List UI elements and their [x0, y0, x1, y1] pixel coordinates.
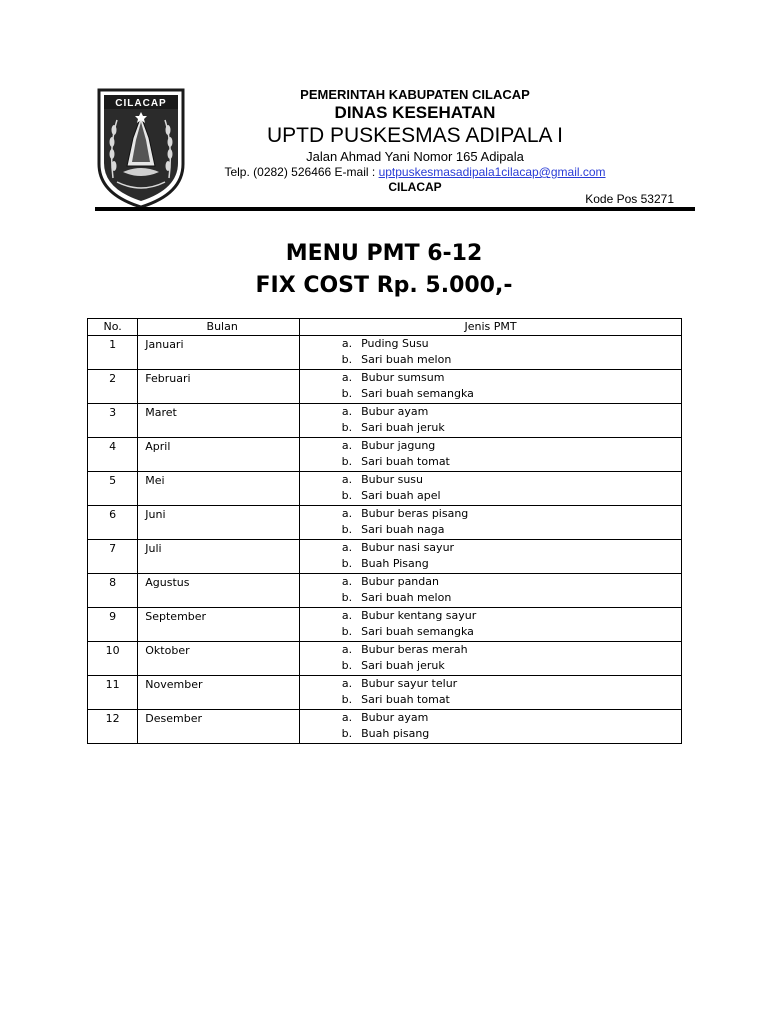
item-text: Bubur jagung — [361, 439, 436, 452]
header-no: No. — [88, 319, 138, 336]
jenis-item — [300, 590, 681, 606]
item-text: Sari buah tomat — [361, 455, 450, 468]
jenis-item — [300, 608, 681, 624]
cell-jenis — [300, 506, 682, 540]
pmt-menu-table — [87, 318, 682, 744]
table-row — [88, 506, 682, 540]
item-letter: a. — [341, 439, 353, 452]
item-text: Bubur nasi sayur — [361, 541, 455, 554]
item-text: Bubur pandan — [361, 575, 439, 588]
table-row — [88, 540, 682, 574]
item-letter: a. — [341, 337, 353, 350]
cell-jenis — [300, 574, 682, 608]
table-body — [88, 336, 682, 744]
cell-bulan: Juni — [138, 506, 300, 540]
item-text: Sari buah apel — [361, 489, 441, 502]
item-letter: b. — [341, 727, 353, 740]
contact-line — [200, 165, 630, 180]
item-letter: a. — [341, 609, 353, 622]
item-text: Bubur kentang sayur — [361, 609, 477, 622]
cell-bulan: Desember — [138, 710, 300, 744]
jenis-item — [300, 404, 681, 420]
jenis-item — [300, 540, 681, 556]
item-text: Bubur beras pisang — [361, 507, 469, 520]
cell-bulan: Mei — [138, 472, 300, 506]
jenis-item — [300, 438, 681, 454]
item-letter: b. — [341, 387, 353, 400]
item-text: Sari buah melon — [361, 353, 452, 366]
item-text: Sari buah tomat — [361, 693, 450, 706]
cell-jenis — [300, 438, 682, 472]
jenis-item — [300, 658, 681, 674]
letterhead-text — [200, 86, 630, 195]
document-title — [0, 238, 768, 302]
jenis-item — [300, 506, 681, 522]
item-text: Puding Susu — [361, 337, 429, 350]
cell-jenis — [300, 642, 682, 676]
item-text: Bubur sumsum — [361, 371, 445, 384]
cell-no: 11 — [88, 676, 138, 710]
table-row — [88, 404, 682, 438]
item-text: Buah pisang — [361, 727, 430, 740]
cell-no: 6 — [88, 506, 138, 540]
table-row — [88, 336, 682, 370]
item-letter: a. — [341, 405, 353, 418]
jenis-item — [300, 472, 681, 488]
cell-no: 7 — [88, 540, 138, 574]
city: CILACAP — [388, 180, 442, 194]
cell-jenis — [300, 404, 682, 438]
item-text: Sari buah naga — [361, 523, 445, 536]
jenis-item — [300, 574, 681, 590]
cell-no: 5 — [88, 472, 138, 506]
letterhead — [0, 0, 768, 220]
item-letter: b. — [341, 591, 353, 604]
cell-no: 8 — [88, 574, 138, 608]
email-link[interactable]: uptpuskesmasadipala1cilacap@gmail.com — [378, 165, 606, 179]
item-text: Buah Pisang — [361, 557, 429, 570]
table-row — [88, 438, 682, 472]
cell-jenis — [300, 472, 682, 506]
cell-jenis — [300, 608, 682, 642]
jenis-item — [300, 336, 681, 352]
item-letter: a. — [341, 643, 353, 656]
item-text: Sari buah jeruk — [361, 659, 445, 672]
jenis-item — [300, 352, 681, 368]
jenis-item — [300, 556, 681, 572]
address: Jalan Ahmad Yani Nomor 165 Adipala — [306, 149, 524, 164]
item-letter: a. — [341, 507, 353, 520]
cell-jenis — [300, 336, 682, 370]
jenis-item — [300, 386, 681, 402]
item-text: Sari buah melon — [361, 591, 452, 604]
jenis-item — [300, 420, 681, 436]
item-text: Sari buah semangka — [361, 625, 474, 638]
letterhead-divider — [95, 207, 695, 211]
cell-jenis — [300, 676, 682, 710]
cell-no: 12 — [88, 710, 138, 744]
title-cost: FIX COST Rp. 5.000,- — [255, 273, 513, 298]
item-letter: a. — [341, 677, 353, 690]
cell-no: 9 — [88, 608, 138, 642]
jenis-item — [300, 522, 681, 538]
table-row — [88, 370, 682, 404]
jenis-item — [300, 642, 681, 658]
cell-no: 10 — [88, 642, 138, 676]
jenis-item — [300, 692, 681, 708]
cell-bulan: Agustus — [138, 574, 300, 608]
item-letter: b. — [341, 421, 353, 434]
cell-no: 2 — [88, 370, 138, 404]
item-text: Bubur beras merah — [361, 643, 468, 656]
table-row — [88, 676, 682, 710]
cilacap-regency-logo — [95, 86, 187, 210]
phone-text: Telp. (0282) 526466 E-mail : — [224, 165, 379, 179]
item-text: Bubur ayam — [361, 711, 429, 724]
cell-bulan: September — [138, 608, 300, 642]
item-letter: a. — [341, 371, 353, 384]
jenis-item — [300, 488, 681, 504]
cell-bulan: Oktober — [138, 642, 300, 676]
item-text: Bubur ayam — [361, 405, 429, 418]
item-text: Bubur susu — [361, 473, 423, 486]
table-row — [88, 710, 682, 744]
table-row — [88, 642, 682, 676]
table-row — [88, 608, 682, 642]
cell-bulan: Juli — [138, 540, 300, 574]
postal-code: Kode Pos 53271 — [585, 192, 674, 206]
item-letter: b. — [341, 625, 353, 638]
jenis-item — [300, 454, 681, 470]
item-letter: b. — [341, 489, 353, 502]
item-letter: b. — [341, 557, 353, 570]
title-menu: MENU PMT 6-12 — [285, 241, 483, 266]
cell-jenis — [300, 370, 682, 404]
item-letter: b. — [341, 659, 353, 672]
item-letter: a. — [341, 541, 353, 554]
item-letter: b. — [341, 455, 353, 468]
table-header-row — [88, 319, 682, 336]
item-text: Bubur sayur telur — [361, 677, 458, 690]
table-row — [88, 574, 682, 608]
cell-no: 1 — [88, 336, 138, 370]
jenis-item — [300, 624, 681, 640]
cell-bulan: November — [138, 676, 300, 710]
cell-no: 3 — [88, 404, 138, 438]
jenis-item — [300, 710, 681, 726]
header-jenis: Jenis PMT — [300, 319, 682, 336]
cell-bulan: Maret — [138, 404, 300, 438]
department-name: DINAS KESEHATAN — [334, 103, 496, 122]
logo-text: CILACAP — [115, 98, 167, 109]
item-letter: b. — [341, 693, 353, 706]
item-letter: a. — [341, 473, 353, 486]
item-text: Sari buah jeruk — [361, 421, 445, 434]
item-letter: a. — [341, 575, 353, 588]
jenis-item — [300, 726, 681, 742]
jenis-item — [300, 370, 681, 386]
table-row — [88, 472, 682, 506]
government-name: PEMERINTAH KABUPATEN CILACAP — [300, 87, 530, 102]
cell-jenis — [300, 540, 682, 574]
cell-no: 4 — [88, 438, 138, 472]
cell-jenis — [300, 710, 682, 744]
cell-bulan: Februari — [138, 370, 300, 404]
cell-bulan: Januari — [138, 336, 300, 370]
item-letter: b. — [341, 353, 353, 366]
header-bulan: Bulan — [138, 319, 300, 336]
jenis-item — [300, 676, 681, 692]
item-letter: b. — [341, 523, 353, 536]
puskesmas-name: UPTD PUSKESMAS ADIPALA I — [266, 124, 564, 147]
cell-bulan: April — [138, 438, 300, 472]
item-text: Sari buah semangka — [361, 387, 474, 400]
item-letter: a. — [341, 711, 353, 724]
